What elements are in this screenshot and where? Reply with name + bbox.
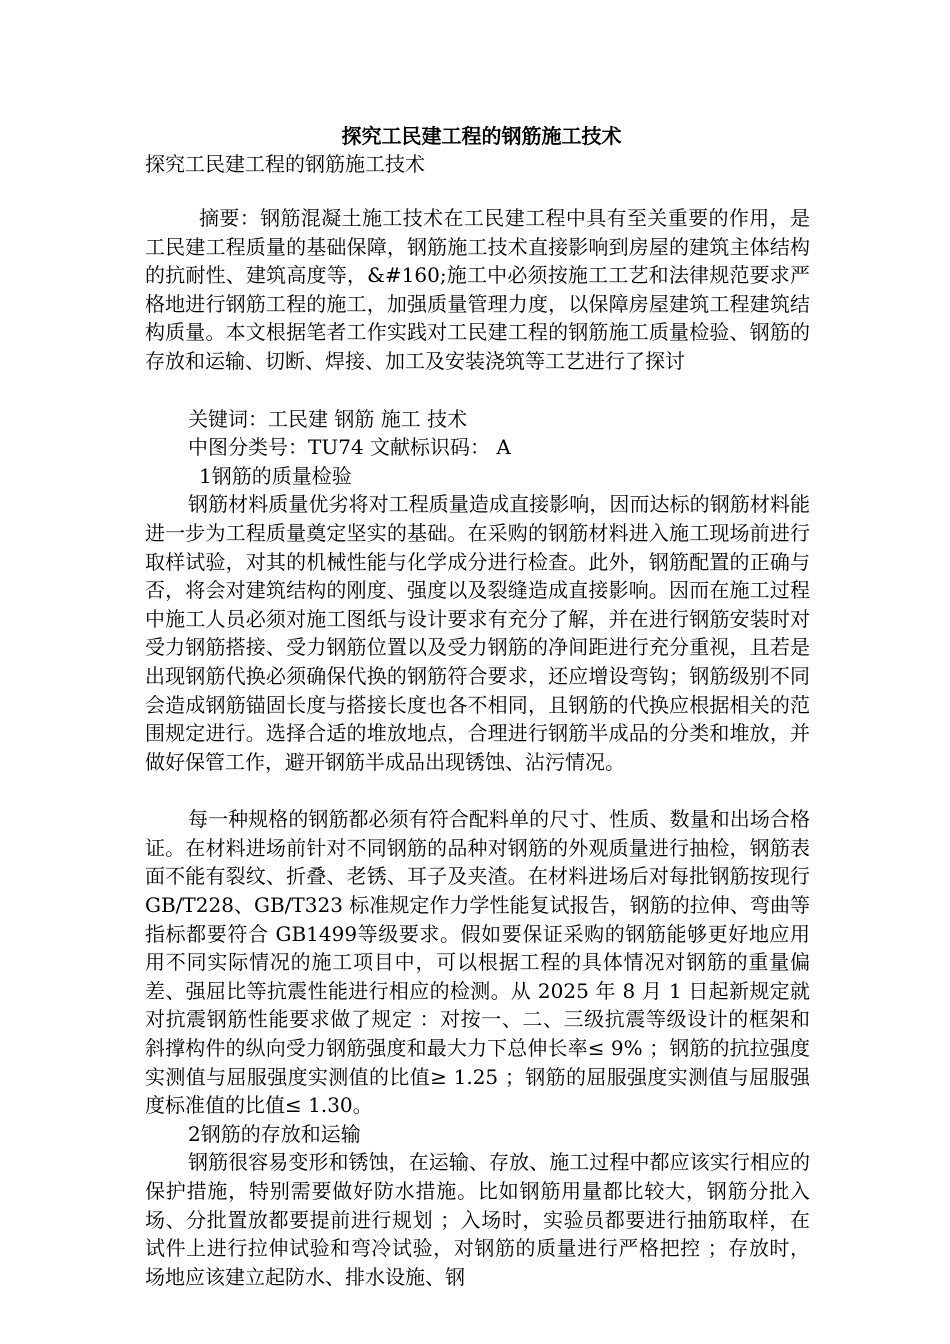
section-1-paragraph-2: 每一种规格的钢筋都必须有符合配料单的尺寸、性质、数量和出场合格证。在材料进场前针对不同钢筋的品种对钢筋的外观质量进行抽检，钢筋表面不能有裂纹、折叠、老锈、耳子及夹渣。在材料进场后对每批钢筋按现行 GB/T228、GB/T323 标准规定作力学性能复试报告，钢筋的拉伸、弯曲等指标都要符合 GB1499等级要求。假如要保证采购的钢筋能够更好地应用用不同实际情况的施工项目中，可以根据工程的具体情况对钢筋的重量偏差、强屈比等抗震性能进行相应的检测。从 2025 年 8 月 1 日起新规定就对抗震钢筋性能要求做了规定 ：对按一、二、三级抗震等级设计的框架和斜撑构件的纵向受力钢筋强度和最大力下总伸长率≤ 9% ；钢筋的抗拉强度实测值与屈服强度实测值的比值≥ 1.25 ；钢筋的屈服强度实测值与屈服强度标准值的比值≤ 1.30。 [145,807,810,1118]
document-page [145,122,810,1291]
section-2-paragraph-1: 钢筋很容易变形和锈蚀，在运输、存放、施工过程中都应该实行相应的保护措施，特别需要做好防水措施。比如钢筋用量都比较大，钢筋分批入场、分批置放都要提前进行规划 ；入场时，实验员都要进行抽筋取样，在试件上进行拉伸试验和弯冷试验，对钢筋的质量进行严格把控 ；存放时，场地应该建立起防水、排水设施、钢 [145,1150,810,1289]
section-1-paragraph-1: 钢筋材料质量优劣将对工程质量造成直接影响，因而达标的钢筋材料能进一步为工程质量奠定坚实的基础。在采购的钢筋材料进入施工现场前进行取样试验，对其的机械性能与化学成分进行检查。此外，钢筋配置的正确与否，将会对建筑结构的刚度、强度以及裂缝造成直接影响。因而在施工过程中施工人员必须对施工图纸与设计要求有充分了解，并在进行钢筋安装时对受力钢筋搭接、受力钢筋位置以及受力钢筋的净间距进行充分重视，且若是出现钢筋代换必须确保代换的钢筋符合要求，还应增设弯钩；钢筋级别不同会造成钢筋锚固长度与搭接长度也各不相同，且钢筋的代换应根据相关的范围规定进行。选择合适的堆放地点，合理进行钢筋半成品的分类和堆放，并做好保管工作，避开钢筋半成品出现锈蚀、沾污情况。 [145,492,810,774]
section-2-heading: 2钢筋的存放和运输 [188,1121,361,1146]
classification-line: 中图分类号：TU74 文献标识码： A [188,435,511,460]
document-title: 探究工民建工程的钢筋施工技术 [341,124,622,148]
document-subtitle: 探究工民建工程的钢筋施工技术 [145,152,425,176]
section-1-heading: 1钢筋的质量检验 [199,463,352,488]
abstract-paragraph: 摘要：钢筋混凝土施工技术在工民建工程中具有至关重要的作用，是工民建工程质量的基础保障，钢筋施工技术直接影响到房屋的建筑主体结构的抗耐性、建筑高度等，&#160;施工中必须按施工工艺和法律规范要求严格地进行钢筋工程的施工，加强质量管理力度，以保障房屋建筑工程建筑结构质量。本文根据笔者工作实践对工民建工程的钢筋施工质量检验、钢筋的存放和运输、切断、焊接、加工及安装浇筑等工艺进行了探讨 [145,206,810,373]
keywords-line: 关键词：工民建 钢筋 施工 技术 [188,406,468,431]
